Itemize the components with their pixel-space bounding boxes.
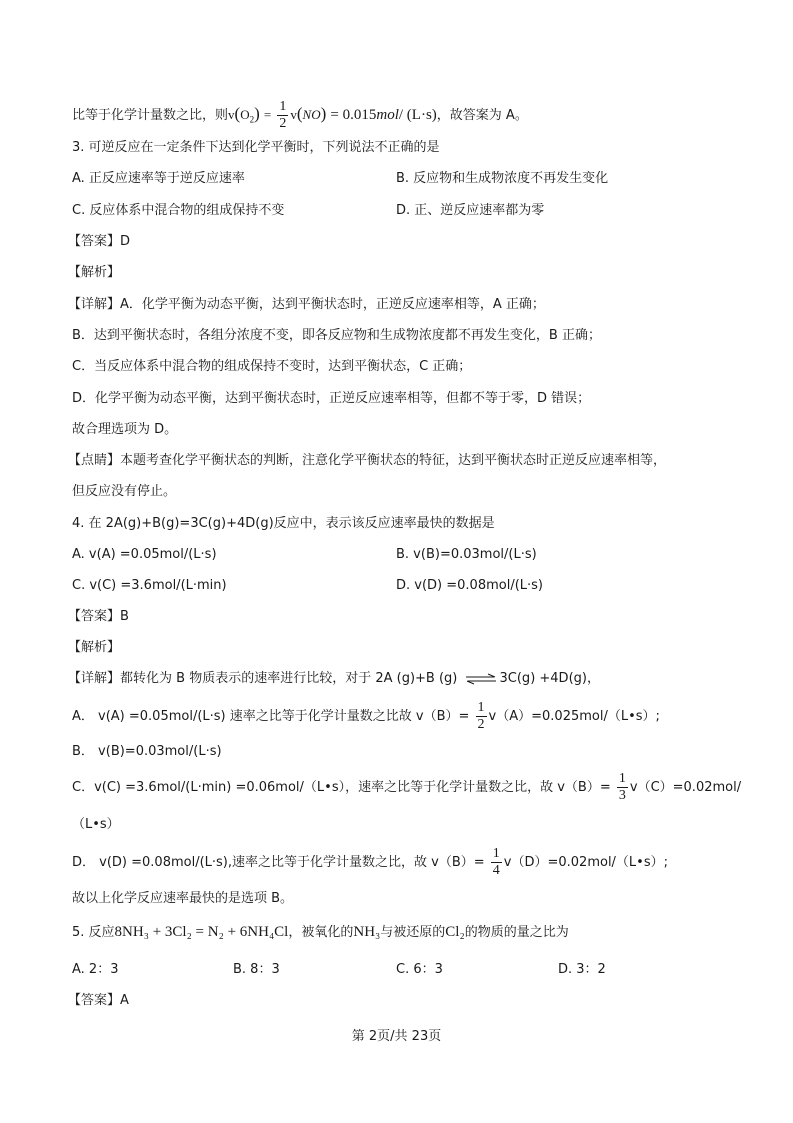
detail-line: 【详解】A．化学平衡为动态平衡，达到平衡状态时，正逆反应速率相等，A 正确； <box>68 297 545 312</box>
option-b: B. 反应物和生成物浓度不再发生变化 <box>396 171 609 186</box>
option-d: D. 3：2 <box>558 962 606 977</box>
option-b: B. v(B)=0.03mol/(L·s) <box>396 547 537 562</box>
fraction: $\frac{1}{2}$ <box>477 700 485 732</box>
option-a: A. 2：3 <box>72 962 119 977</box>
detail-line: （L•s） <box>72 817 120 832</box>
page-footer: 第 2页/共 23页 <box>351 1029 442 1044</box>
detail-line: D．化学平衡为动态平衡，达到平衡状态时，正逆反应速率相等，但都不等于零，D 错误； <box>72 391 591 406</box>
option-c: C. 6：3 <box>396 962 443 977</box>
option-a: A. 正反应速率等于逆反应速率 <box>72 171 245 186</box>
option-b: B. 8：3 <box>233 962 280 977</box>
option-c: C. 反应体系中混合物的组成保持不变 <box>72 203 285 218</box>
analysis-heading: 【解析】 <box>68 265 121 280</box>
question-5: 5. 反应8NH₃ + 3Cl₂ = N₂ + 6NH₄Cl，被氧化的NH₃与被还原的Cl₂的物质的量之比为 <box>72 924 569 940</box>
formula-line: 比等于化学计量数之比，则$v(O_2)$ = $\frac{1}{2}$ v(NO) = 0.015mol/ (L·s)，故答案为 A。 <box>72 99 528 131</box>
answer: 【答案】D <box>68 234 131 249</box>
detail-line: 故合理选项为 D。 <box>72 422 178 437</box>
option-a: A. v(A) =0.05mol/(L·s) <box>72 547 217 562</box>
option-d: D. 正、逆反应速率都为零 <box>396 203 545 218</box>
detail-line: C．v(C) =3.6mol/(L·min) =0.06mol/（L•s），速率之比等于化学计量数之比，故 v（B）= $\frac{1}{3}$ v（C）=0.02mol/ <box>72 771 742 803</box>
question-4: 4. 在 2A(g)+B(g)=3C(g)+4D(g)反应中，表示该反应速率最快的数据是 <box>72 516 495 531</box>
answer: 【答案】B <box>68 609 129 624</box>
note-line: 【点睛】本题考查化学平衡状态的判断，注意化学平衡状态的特征，达到平衡状态时正逆反应速率相等， <box>68 453 667 468</box>
equilibrium-arrows-icon <box>464 673 498 685</box>
question-3: 3. 可逆反应在一定条件下达到化学平衡时，下列说法不正确的是 <box>72 140 440 155</box>
analysis-heading: 【解析】 <box>68 640 121 655</box>
option-d: D. v(D) =0.08mol/(L·s) <box>396 578 543 593</box>
detail-line: D． v(D) =0.08mol/(L·s),速率之比等于化学计量数之比，故 v（B）= $\frac{1}{4}$ v（D）=0.02mol/（L•s）; <box>72 846 668 878</box>
fraction: $\frac{1}{4}$ <box>492 846 500 878</box>
detail-line: 【详解】都转化为 B 物质表示的速率进行比较，对于 2A (g)+B (g) 3C(g) +4D(g)， <box>68 671 600 686</box>
detail-line: A． v(A) =0.05mol/(L·s) 速率之比等于化学计量数之比故 v（B）= $\frac{1}{2}$ v（A）=0.025mol/（L•s）; <box>72 700 660 732</box>
answer: 【答案】A <box>68 993 129 1008</box>
detail-line: C．当反应体系中混合物的组成保持不变时，达到平衡状态，C 正确； <box>72 359 472 374</box>
detail-line: 故以上化学反应速率最快的是选项 B。 <box>72 891 294 906</box>
note-line: 但反应没有停止。 <box>72 484 177 499</box>
detail-line: B． v(B)=0.03mol/(L·s) <box>72 744 222 759</box>
fraction: $\frac{1}{2}$ <box>279 99 287 131</box>
option-c: C. v(C) =3.6mol/(L·min) <box>72 578 227 593</box>
detail-line: B．达到平衡状态时，各组分浓度不变，即各反应物和生成物浓度都不再发生变化，B 正确； <box>72 328 601 343</box>
fraction: $\frac{1}{3}$ <box>618 771 626 803</box>
